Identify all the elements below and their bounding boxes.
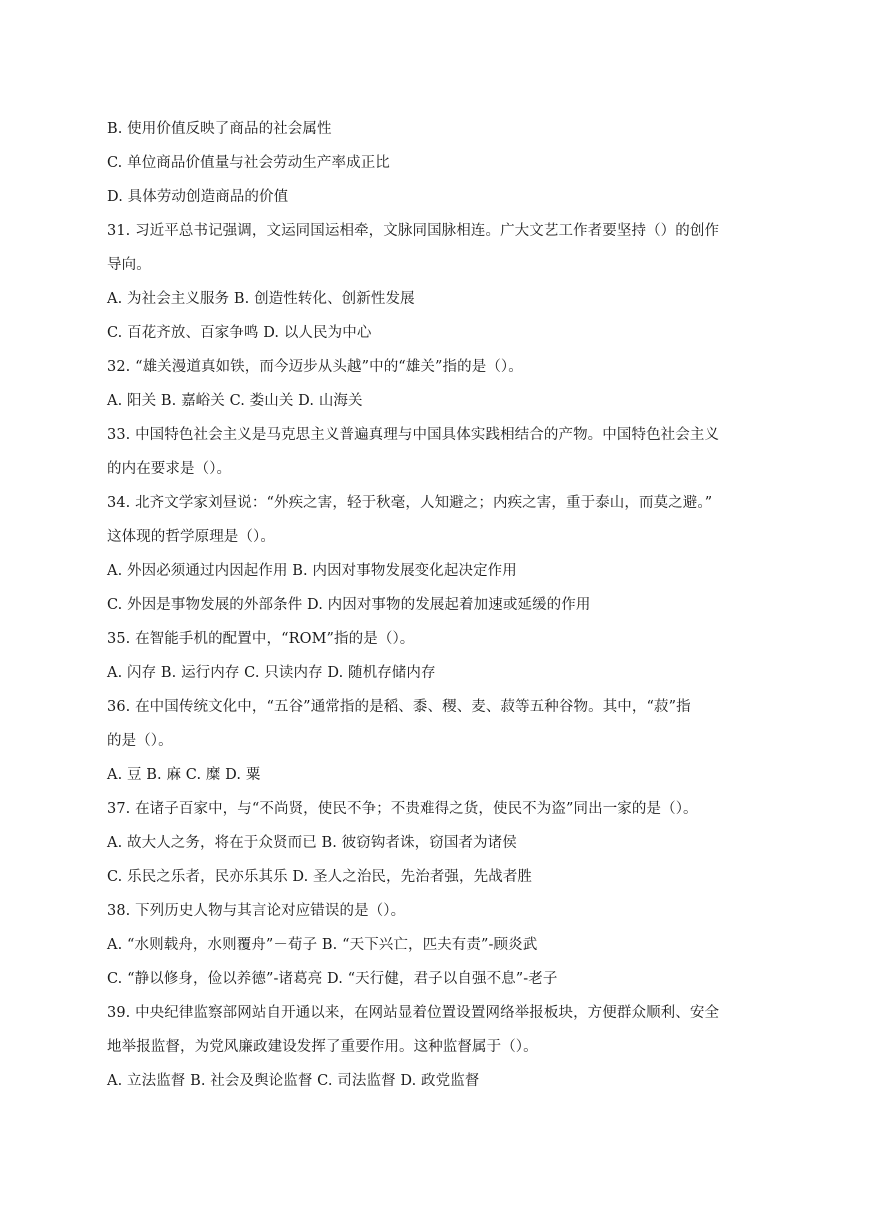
question-31-options-1: A. 为社会主义服务 B. 创造性转化、创新性发展 (107, 291, 415, 307)
question-34-options-2: C. 外因是事物发展的外部条件 D. 内因对事物的发展起着加速或延缓的作用 (107, 597, 591, 613)
question-36-line-1: 36. 在中国传统文化中，“五谷”通常指的是稻、黍、稷、麦、菽等五种谷物。其中，“菽”指 (107, 699, 691, 715)
question-38-options-1: A. “水则载舟，水则覆舟”－荀子 B. “天下兴亡，匹夫有责”-顾炎武 (107, 937, 538, 953)
question-39-line-1: 39. 中央纪律监察部网站自开通以来，在网站显着位置设置网络举报板块，方便群众顺利、安全 (107, 1005, 720, 1021)
question-31-options-2: C. 百花齐放、百家争鸣 D. 以人民为中心 (107, 325, 372, 341)
question-37: 37. 在诸子百家中，与“不尚贤，使民不争；不贵难得之货，使民不为盗”同出一家的是（）。 (107, 801, 698, 817)
question-31-line-2: 导向。 (107, 257, 151, 273)
question-34-options-1: A. 外因必须通过内因起作用 B. 内因对事物发展变化起决定作用 (107, 563, 517, 579)
question-37-options-1: A. 故大人之务，将在于众贤而已 B. 彼窃钩者诛，窃国者为诸侯 (107, 835, 517, 851)
question-36-line-2: 的是（）。 (107, 733, 173, 749)
question-38: 38. 下列历史人物与其言论对应错误的是（）。 (107, 903, 406, 919)
question-35: 35. 在智能手机的配置中，“ROM”指的是（）。 (107, 631, 415, 647)
question-36-options: A. 豆 B. 麻 C. 糜 D. 粟 (107, 767, 261, 783)
question-34-line-2: 这体现的哲学原理是（）。 (107, 529, 275, 545)
question-34-line-1: 34. 北齐文学家刘昼说：“外疾之害，轻于秋毫，人知避之；内疾之害，重于泰山，而莫之避。” (107, 495, 713, 511)
question-39-options: A. 立法监督 B. 社会及舆论监督 C. 司法监督 D. 政党监督 (107, 1073, 480, 1089)
question-39-line-2: 地举报监督，为党风廉政建设发挥了重要作用。这种监督属于（）。 (107, 1039, 538, 1055)
option-line-d: D. 具体劳动创造商品的价值 (107, 189, 289, 205)
question-31-line-1: 31. 习近平总书记强调，文运同国运相牵，文脉同国脉相连。广大文艺工作者要坚持（）的创作 (107, 223, 720, 239)
question-32-options: A. 阳关 B. 嘉峪关 C. 娄山关 D. 山海关 (107, 393, 363, 409)
option-line-c: C. 单位商品价值量与社会劳动生产率成正比 (107, 155, 390, 171)
question-33-line-2: 的内在要求是（）。 (107, 461, 232, 477)
question-33-line-1: 33. 中国特色社会主义是马克思主义普遍真理与中国具体实践相结合的产物。中国特色社会主义 (107, 427, 720, 443)
question-text-block (107, 112, 757, 1098)
question-35-options: A. 闪存 B. 运行内存 C. 只读内存 D. 随机存储内存 (107, 665, 436, 681)
question-37-options-2: C. 乐民之乐者，民亦乐其乐 D. 圣人之治民，先治者强，先战者胜 (107, 869, 533, 885)
question-38-options-2: C. “静以修身，俭以养德”-诸葛亮 D. “天行健，君子以自强不息”-老子 (107, 971, 558, 987)
question-32: 32. “雄关漫道真如铁，而今迈步从头越”中的“雄关”指的是（）。 (107, 359, 523, 375)
option-line-b: B. 使用价值反映了商品的社会属性 (107, 121, 332, 137)
